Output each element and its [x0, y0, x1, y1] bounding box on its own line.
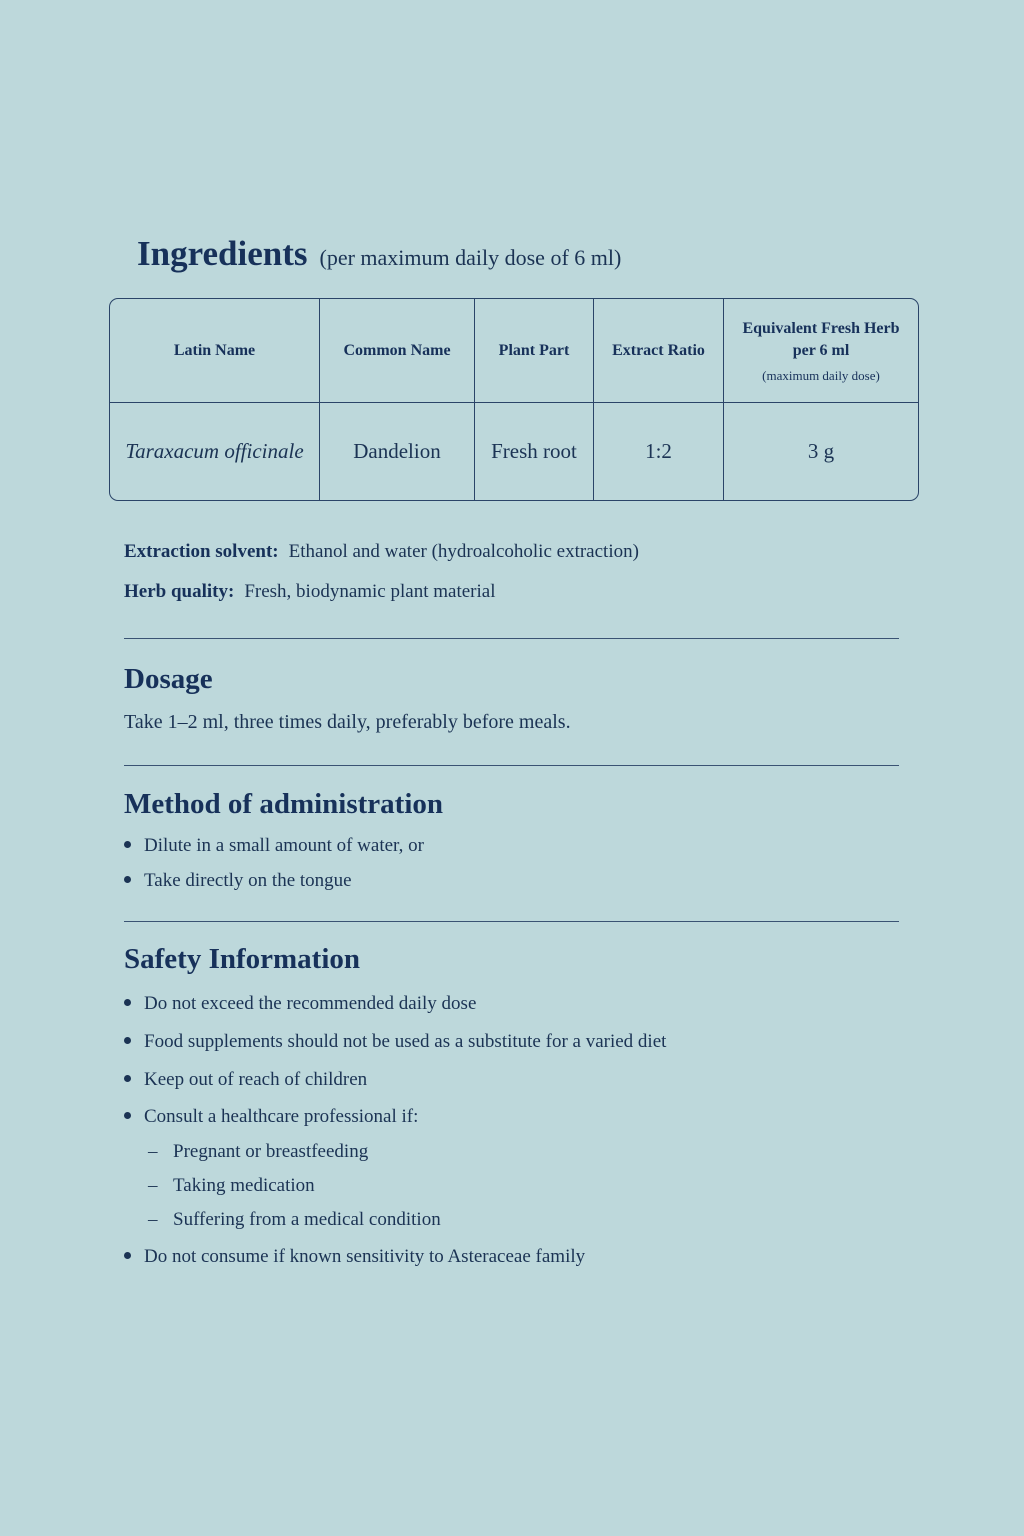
bullet-icon	[124, 1112, 131, 1119]
method-heading: Method of administration	[124, 788, 443, 820]
ingredients-subtitle: (per maximum daily dose of 6 ml)	[319, 245, 622, 270]
list-item: Keep out of reach of children	[124, 1069, 367, 1091]
safety-heading: Safety Information	[124, 943, 361, 975]
list-item: Food supplements should not be used as a substitute for a varied diet	[124, 1031, 666, 1053]
list-item: Dilute in a small amount of water, or	[124, 835, 424, 857]
bullet-icon	[124, 999, 131, 1006]
column-header-plant-part: Plant Part	[475, 299, 594, 403]
column-header-latin-name: Latin Name	[110, 299, 320, 403]
table-header-row	[110, 299, 918, 403]
herb-quality	[124, 581, 495, 603]
sub-list-item: – Suffering from a medical condition	[148, 1209, 441, 1230]
divider	[124, 921, 899, 922]
divider	[124, 765, 899, 766]
column-header-equivalent-fresh-herb: Equivalent Fresh Herb per 6 ml (maximum daily dose)	[724, 299, 918, 403]
cell-common-name: Dandelion	[320, 403, 475, 500]
column-header-common-name: Common Name	[320, 299, 475, 403]
ingredients-heading	[137, 234, 621, 274]
herb-quality-label: Herb quality:	[124, 581, 235, 602]
column-header-note: (maximum daily dose)	[762, 367, 880, 383]
bullet-icon	[124, 841, 131, 848]
list-item: Do not consume if known sensitivity to Asteraceae family	[124, 1246, 585, 1268]
divider	[124, 638, 899, 639]
cell-latin-name: Taraxacum officinale	[110, 403, 320, 500]
extraction-solvent	[124, 541, 639, 563]
ingredients-table	[109, 298, 919, 501]
dash-icon: –	[148, 1175, 158, 1196]
herb-quality-value: Fresh, biodynamic plant material	[244, 581, 496, 602]
cell-plant-part: Fresh root	[475, 403, 594, 500]
extraction-solvent-label: Extraction solvent:	[124, 541, 279, 562]
table-row	[110, 403, 918, 500]
bullet-icon	[124, 1252, 131, 1259]
dosage-heading: Dosage	[124, 663, 213, 695]
dash-icon: –	[148, 1141, 158, 1162]
column-header-extract-ratio: Extract Ratio	[594, 299, 724, 403]
cell-extract-ratio: 1:2	[594, 403, 724, 500]
sub-list-item: – Taking medication	[148, 1175, 315, 1196]
cell-equivalent-fresh-herb: 3 g	[807, 439, 835, 463]
list-item: Do not exceed the recommended daily dose	[124, 993, 476, 1015]
dash-icon: –	[148, 1209, 158, 1230]
list-item: Take directly on the tongue	[124, 870, 352, 892]
bullet-icon	[124, 1037, 131, 1044]
ingredients-title: Ingredients	[137, 234, 308, 273]
extraction-solvent-value: Ethanol and water (hydroalcoholic extraction)	[288, 541, 639, 562]
bullet-icon	[124, 1075, 131, 1082]
list-item: Consult a healthcare professional if:	[124, 1106, 418, 1128]
dosage-text: Take 1–2 ml, three times daily, preferably before meals.	[124, 711, 571, 733]
bullet-icon	[124, 876, 131, 883]
sub-list-item: – Pregnant or breastfeeding	[148, 1141, 369, 1162]
